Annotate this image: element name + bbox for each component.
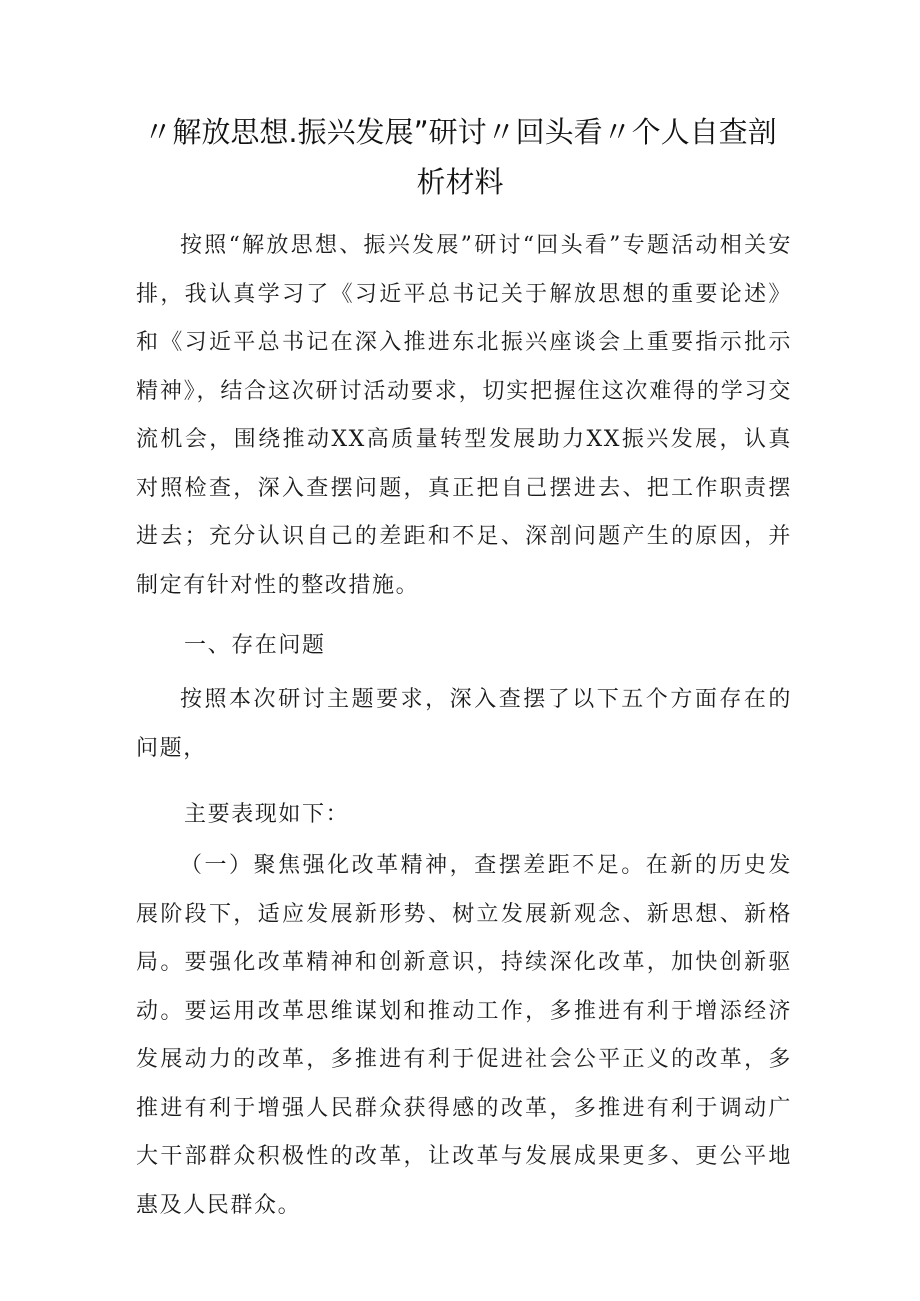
- intro-paragraph: 按照“解放思想、振兴发展”研讨“回头看”专题活动相关安排，我认真学习了《习近平总书记关于解放思想的重要论述》和《习近平总书记在深入推进东北振兴座谈会上重要指示批示精神》，结合这次研讨活动要求，切实把握住这次难得的学习交流机会，围绕推动XX高质量转型发展助力XX振兴发展，认真对照检查，深入查摆问题，真正把自己摆进去、把工作职责摆进去；充分认识自己的差距和不足、深剖问题产生的原因，并制定有针对性的整改措施。: [136, 233, 792, 598]
- document-title-line-1: 〃解放思想.振兴发展”研讨〃回头看〃个人自查剖: [143, 115, 777, 149]
- problem-intro-paragraph: 按照本次研讨主题要求，深入查摆了以下五个方面存在的问题，: [136, 687, 792, 761]
- document-title-line-2: 析材料: [416, 165, 504, 199]
- item-one-paragraph: （一）聚焦强化改革精神，查摆差距不足。在新的历史发展阶段下，适应发展新形势、树立发展新观念、新思想、新格局。要强化改革精神和创新意识，持续深化改革，加快创新驱动。要运用改革思维谋划和推动工作，多推进有利于增添经济发展动力的改革，多推进有利于促进社会公平正义的改革，多推进有利于增强人民群众获得感的改革，多推进有利于调动广大干部群众积极性的改革，让改革与发展成果更多、更公平地惠及人民群众。: [136, 853, 792, 1218]
- main-performance-label: 主要表现如下：: [184, 802, 350, 827]
- section-heading: 一、存在问题: [184, 633, 326, 658]
